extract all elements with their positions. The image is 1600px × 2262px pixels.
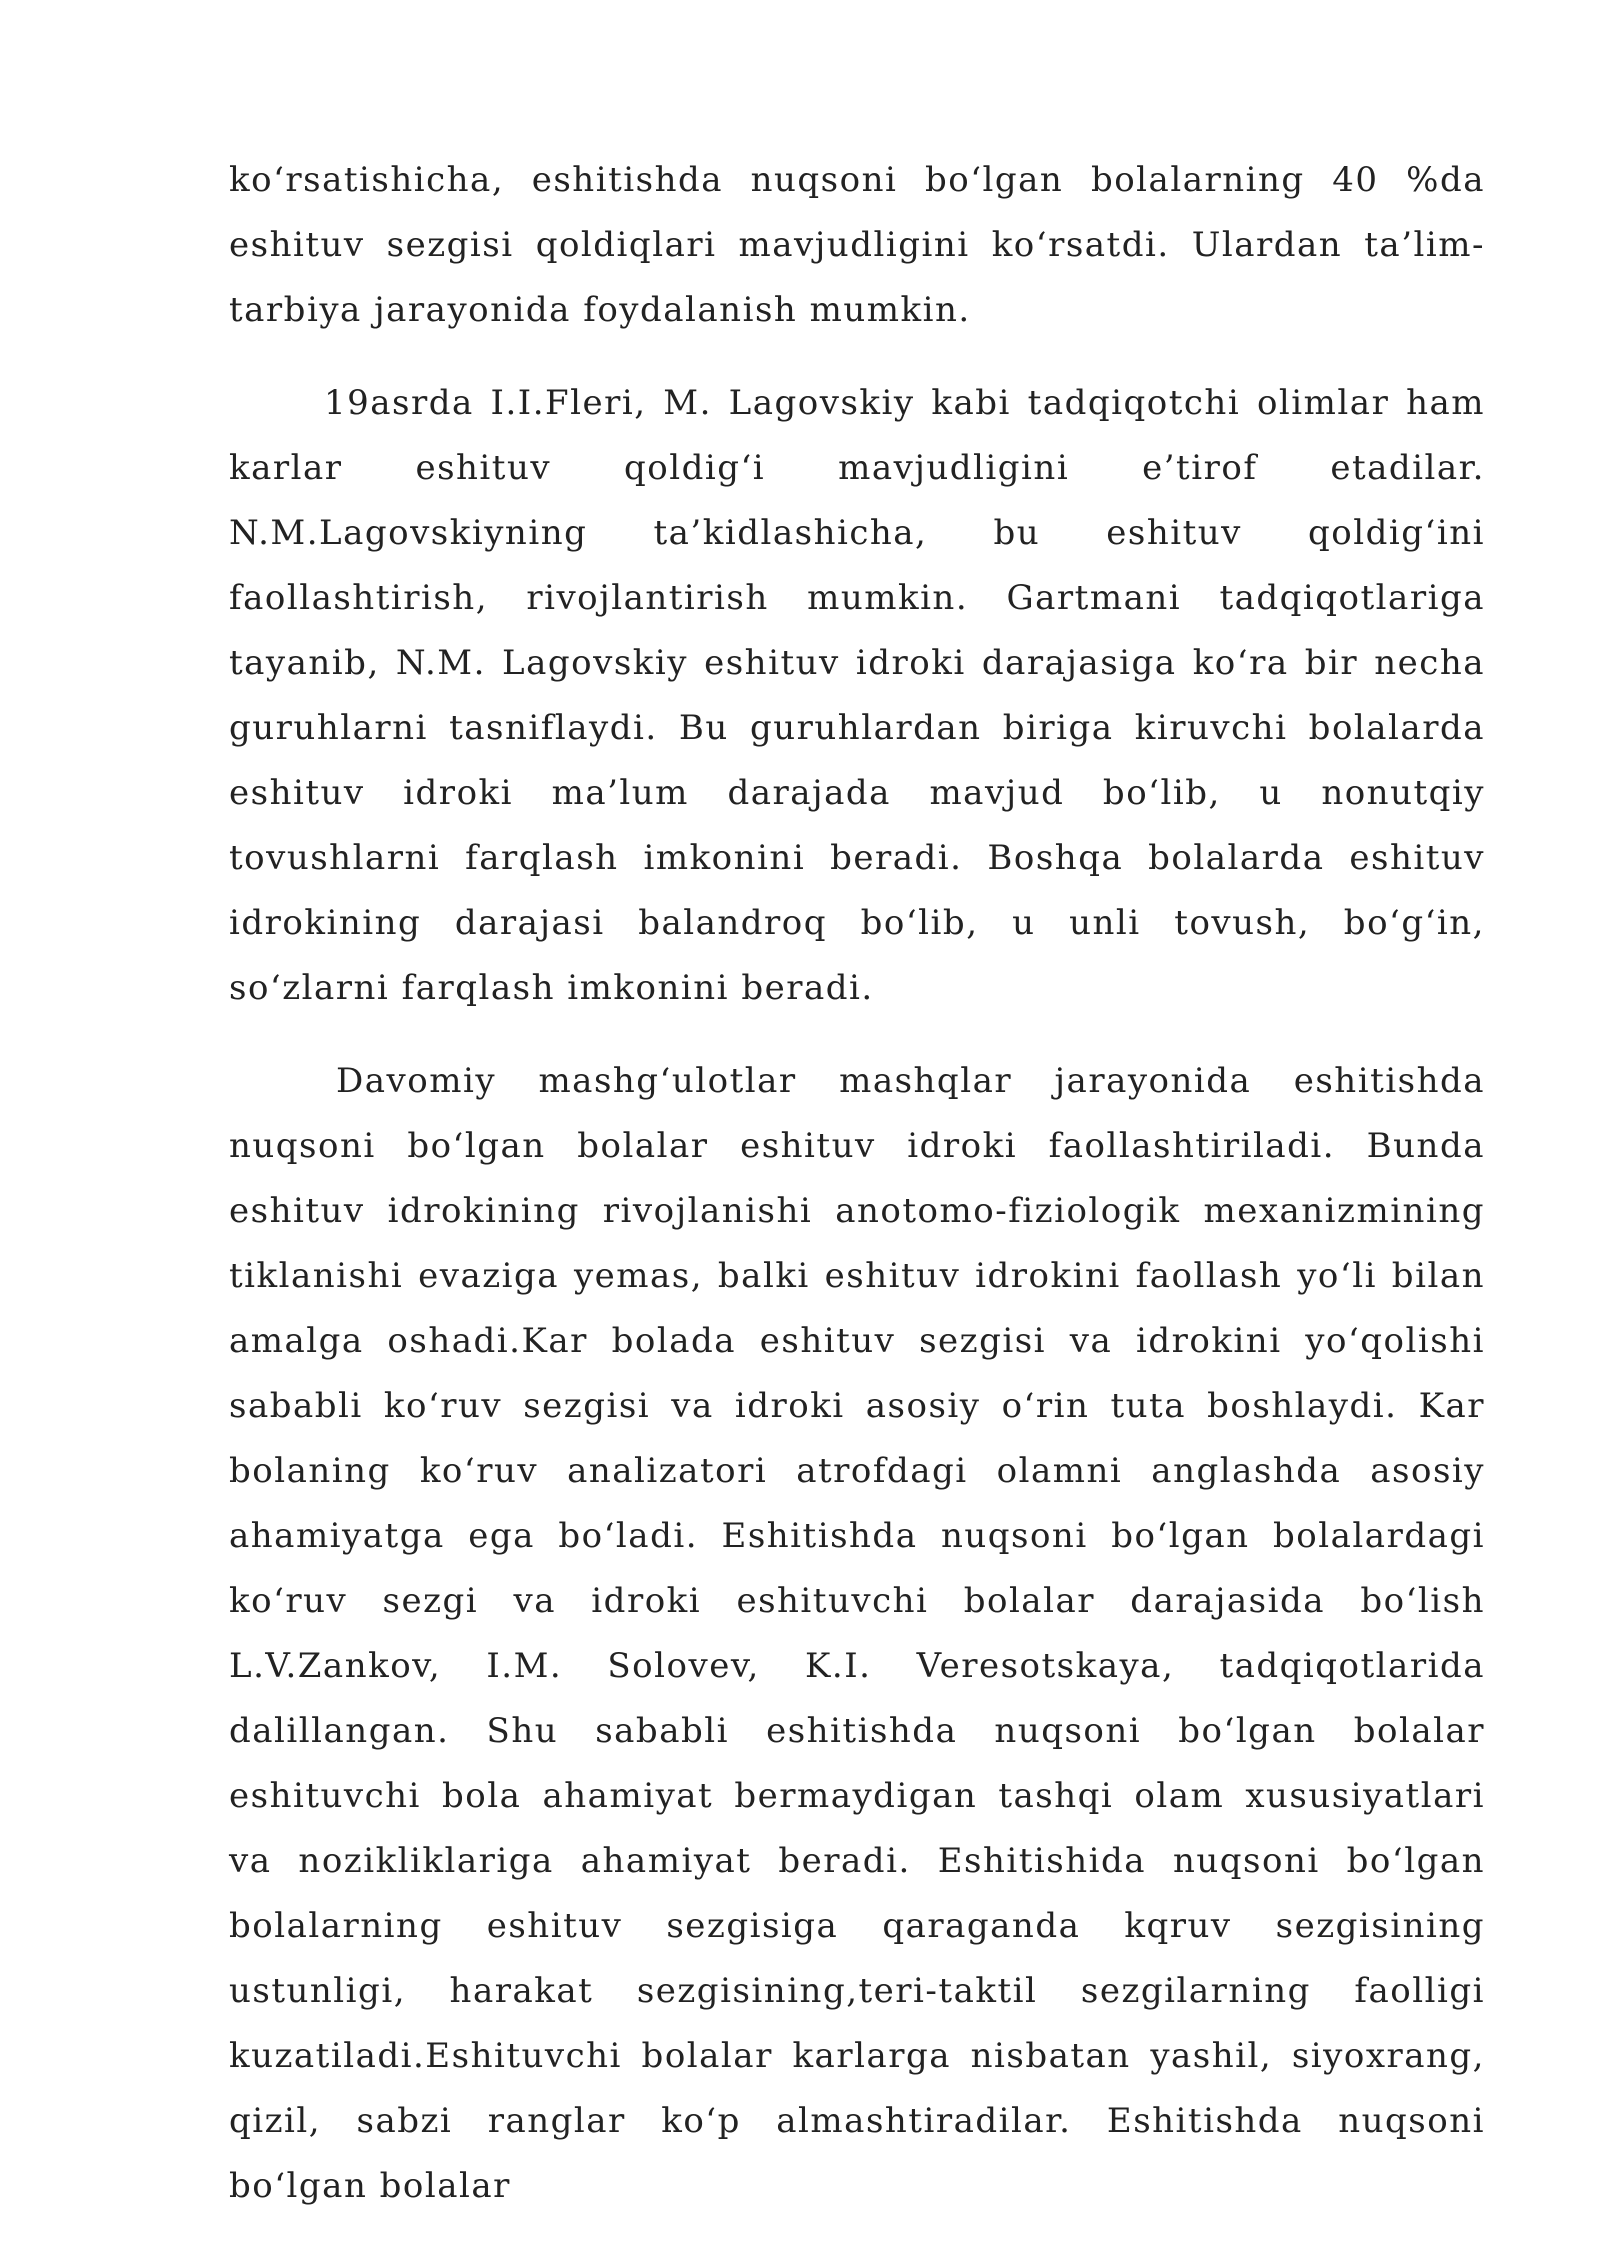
paragraph-2: 19asrda I.I.Fleri, M. Lagovskiy kabi tadqiqotchi olimlar ham karlar eshituv qoldig‘i mavjudligini e’tirof etadilar. N.M.Lagovskiyning ta’kidlashicha, bu eshituv qoldig‘ini faollashtirish, rivojlantirish mumkin. Gartmani tadqiqotlariga tayanib, N.M. Lagovskiy eshituv idroki darajasiga ko‘ra bir necha guruhlarni tasniflaydi. Bu guruhlardan biriga kiruvchi bolalarda eshituv idroki ma’lum darajada mavjud bo‘lib, u nonutqiy tovushlarni farqlash imkonini beradi. Boshqa bolalarda eshituv idrokining darajasi balandroq bo‘lib, u unli tovush, bo‘g‘in, so‘zlarni farqlash imkonini beradi. [229, 383, 1485, 1008]
paragraph-3: Davomiy mashg‘ulotlar mashqlar jarayonida eshitishda nuqsoni bo‘lgan bolalar eshituv idroki faollashtiriladi. Bunda eshituv idrokining rivojlanishi anotomo-fiziologik mexanizmining tiklanishi evaziga yemas, balki eshituv idrokini faollash yo‘li bilan amalga oshadi.Kar bolada eshituv sezgisi va idrokini yo‘qolishi sababli ko‘ruv sezgisi va idroki asosiy o‘rin tuta boshlaydi. Kar bolaning ko‘ruv analizatori atrofdagi olamni anglashda asosiy ahamiyatga ega bo‘ladi. Eshitishda nuqsoni bo‘lgan bolalardagi ko‘ruv sezgi va idroki eshituvchi bolalar darajasida bo‘lish L.V.Zankov, I.M. Solovev, K.I. Veresotskaya, tadqiqotlarida dalillangan. Shu sababli eshitishda nuqsoni bo‘lgan bolalar eshituvchi bola ahamiyat bermaydigan tashqi olam xususiyatlari va nozikliklariga ahamiyat beradi. Eshitishida nuqsoni bo‘lgan bolalarning eshituv sezgisiga qaraganda kqruv sezgisining ustunligi, harakat sezgisining,teri-taktil sezgilarning faolligi kuzatiladi.Eshituvchi bolalar karlarga nisbatan yashil, siyoxrang, qizil, sabzi ranglar ko‘p almashtiradilar. Eshitishda nuqsoni bo‘lgan bolalar [229, 1061, 1485, 2206]
paragraph-1: ko‘rsatishicha, eshitishda nuqsoni bo‘lgan bolalarning 40 %da eshituv sezgisi qoldiqlari mavjudligini ko‘rsatdi. Ulardan ta’lim-tarbiya jarayonida foydalanish mumkin. [229, 160, 1485, 330]
document-body [229, 148, 1485, 2219]
